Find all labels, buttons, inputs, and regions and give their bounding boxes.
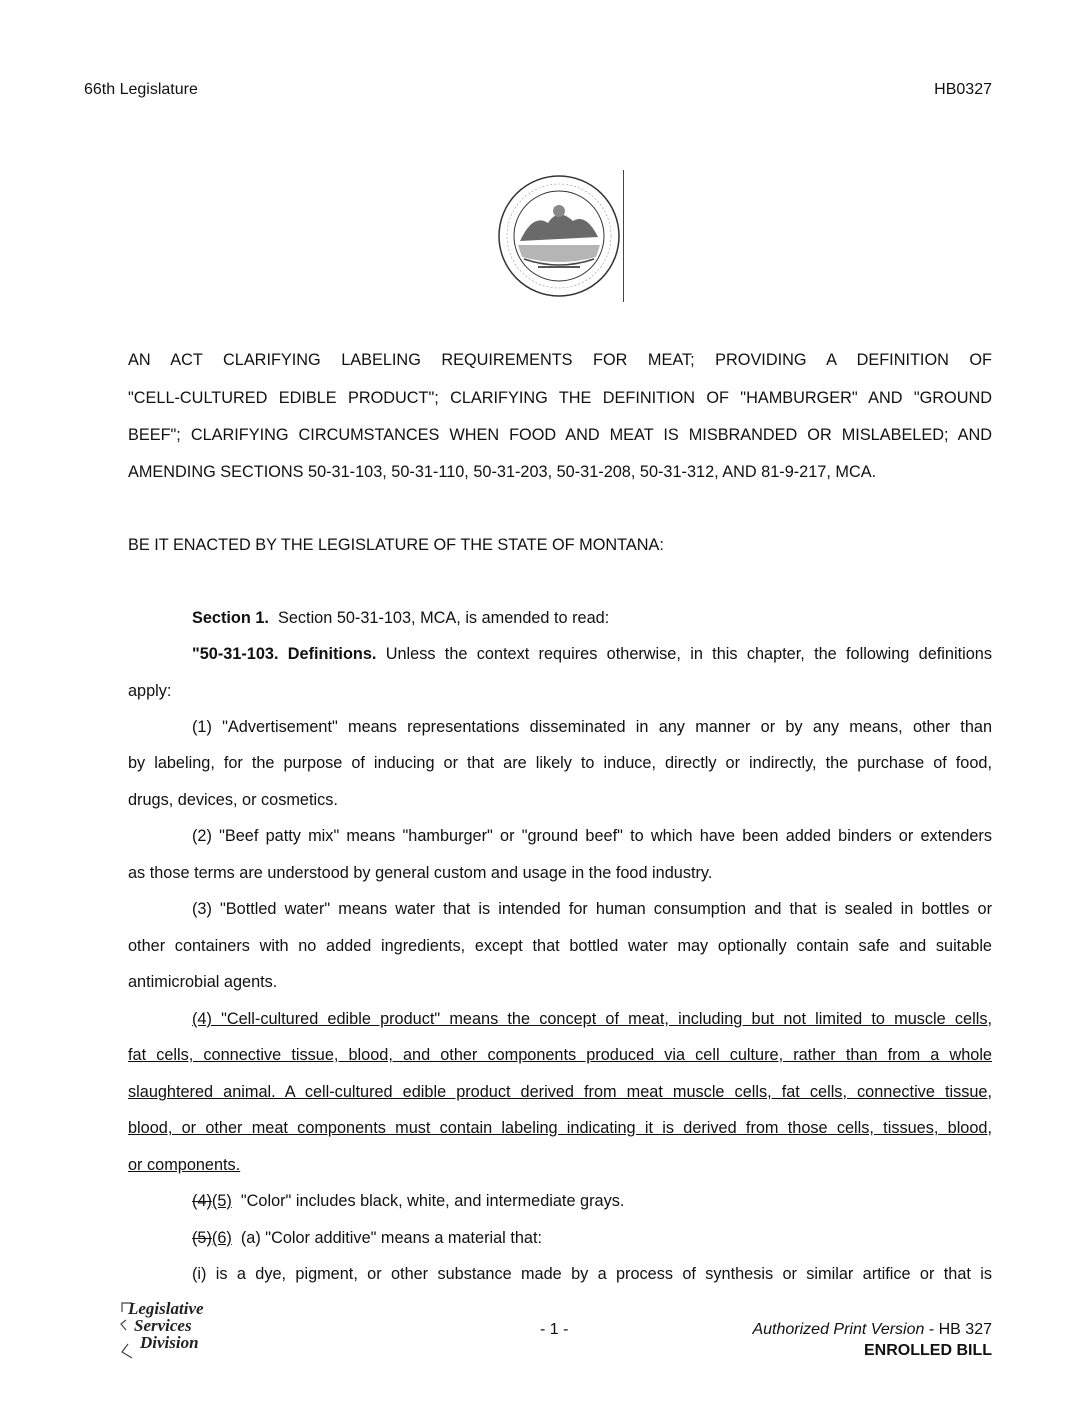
definitions-heading: "50-31-103. Definitions. bbox=[192, 645, 377, 663]
bill-id: HB0327 bbox=[934, 81, 992, 98]
title-line: AMENDING SECTIONS 50-31-103, 50-31-110, 50-31-203, 50-31-208, 50-31-312, AND 81-9-217, MCA. bbox=[128, 463, 877, 481]
section-heading bbox=[192, 609, 609, 628]
definition-4-inserted: or components. bbox=[128, 1156, 241, 1174]
title-line: "CELL-CULTURED EDIBLE PRODUCT"; CLARIFYING THE DEFINITION OF "HAMBURGER" AND "GROUND bbox=[128, 389, 992, 407]
struck-number: (4) bbox=[192, 1192, 212, 1210]
page-number: - 1 - bbox=[540, 1321, 569, 1338]
enrolled-bill-label: ENROLLED BILL bbox=[864, 1342, 992, 1359]
enacting-clause: BE IT ENACTED BY THE LEGISLATURE OF THE STATE OF MONTANA: bbox=[128, 536, 664, 554]
logo-line: Division bbox=[140, 1333, 199, 1352]
inserted-number: (5) bbox=[211, 1192, 232, 1210]
state-seal-icon bbox=[498, 171, 624, 301]
definition-4-inserted: blood, or other meat components must contain labeling indicating it is derived from those cells, tissues, blood, bbox=[128, 1119, 992, 1137]
authorized-label: Authorized Print Version bbox=[752, 1321, 925, 1338]
logo-line: Legislative bbox=[128, 1299, 204, 1318]
definition-4-inserted: fat cells, connective tissue, blood, and other components produced via cell culture, rather than from a whole bbox=[128, 1046, 992, 1064]
definitions-intro-cont: apply: bbox=[128, 682, 172, 700]
lsd-logo bbox=[118, 1300, 258, 1360]
section-label: Section 1. bbox=[192, 609, 269, 627]
title-line: BEEF"; CLARIFYING CIRCUMSTANCES WHEN FOOD AND MEAT IS MISBRANDED OR MISLABELED; AND bbox=[128, 426, 992, 444]
title-line: AN ACT CLARIFYING LABELING REQUIREMENTS FOR MEAT; PROVIDING A DEFINITION OF bbox=[128, 351, 992, 369]
definition-6-item-i: (i) is a dye, pigment, or other substance made by a process of synthesis or similar artifice or that is bbox=[192, 1265, 992, 1283]
inserted-number: (6) bbox=[211, 1229, 232, 1247]
definition-4-inserted: (4) "Cell-cultured edible product" means the concept of meat, including but not limited to muscle cells, bbox=[192, 1010, 992, 1028]
definitions-intro-text: Unless the context requires otherwise, in this chapter, the following definitions bbox=[385, 645, 992, 663]
definition-5 bbox=[192, 1192, 624, 1211]
definitions-intro bbox=[192, 645, 992, 664]
definition-text: "Color" includes black, white, and intermediate grays. bbox=[240, 1192, 625, 1210]
definition-1: by labeling, for the purpose of inducing or that are likely to induce, directly or indirectly, the purchase of food, bbox=[128, 754, 992, 772]
authorized-version bbox=[752, 1321, 992, 1339]
section-text: Section 50-31-103, MCA, is amended to read: bbox=[277, 609, 610, 627]
definition-text: (a) "Color additive" means a material that: bbox=[240, 1229, 543, 1247]
definition-3: other containers with no added ingredients, except that bottled water may optionally contain safe and suitable bbox=[128, 937, 992, 955]
legislature-label: 66th Legislature bbox=[84, 81, 198, 98]
definition-1: (1) "Advertisement" means representations disseminated in any manner or by any means, other than bbox=[192, 718, 992, 736]
seal-divider bbox=[623, 170, 624, 302]
definition-4-inserted: slaughtered animal. A cell-cultured edible product derived from meat muscle cells, fat cells, connective tissue, bbox=[128, 1083, 992, 1101]
struck-number: (5) bbox=[192, 1229, 212, 1247]
definition-3: antimicrobial agents. bbox=[128, 973, 278, 991]
definition-3: (3) "Bottled water" means water that is intended for human consumption and that is sealed in bottles or bbox=[192, 900, 992, 918]
logo-line: Services bbox=[134, 1316, 192, 1335]
definition-2: as those terms are understood by general custom and usage in the food industry. bbox=[128, 864, 713, 882]
definition-6 bbox=[192, 1229, 542, 1248]
authorized-suffix: - HB 327 bbox=[924, 1321, 992, 1338]
definition-1: drugs, devices, or cosmetics. bbox=[128, 791, 338, 809]
definition-2: (2) "Beef patty mix" means "hamburger" or "ground beef" to which have been added binders or extenders bbox=[192, 827, 992, 845]
